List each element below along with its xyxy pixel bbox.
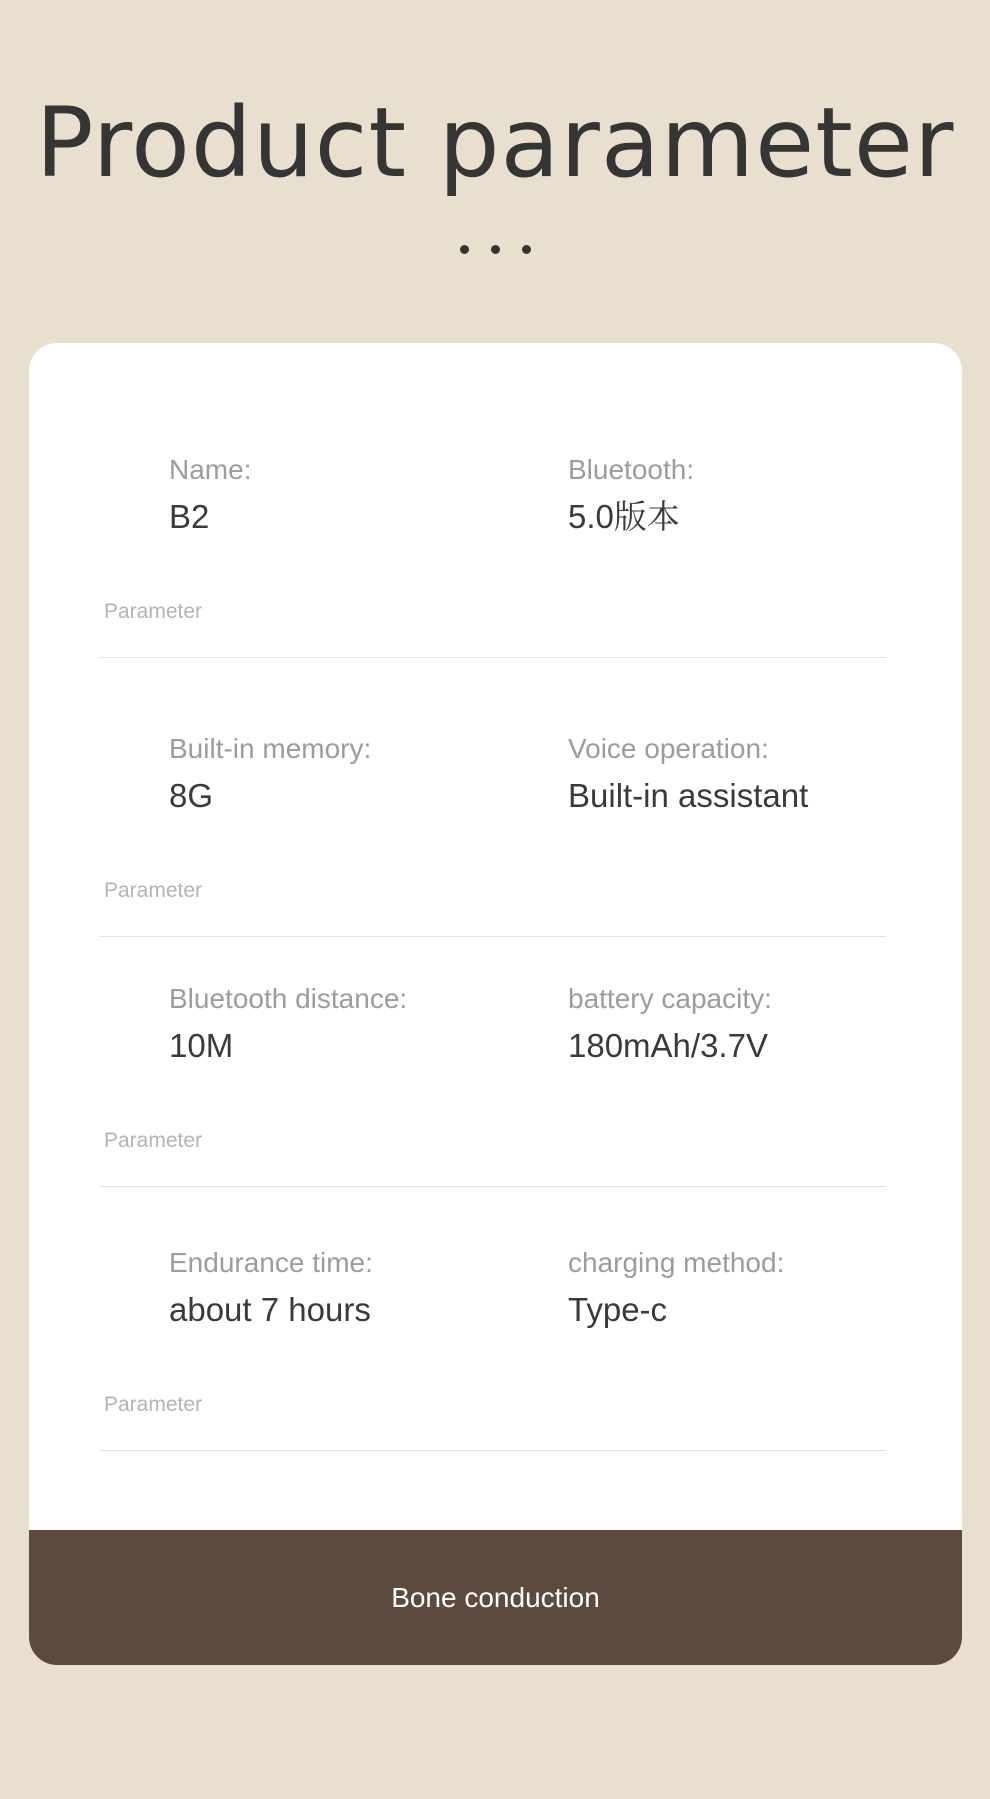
param-label: battery capacity: (568, 983, 772, 1014)
param-value: about 7 hours (169, 1291, 371, 1328)
param-label: Built-in memory: (169, 733, 372, 764)
dot-icon (522, 245, 531, 254)
parameter-card (29, 343, 962, 1665)
param-bluetooth-distance (169, 982, 407, 1066)
param-value: 8G (169, 777, 214, 814)
row-tag: Parameter (104, 600, 203, 623)
row-tag: Parameter (104, 879, 203, 902)
param-label: charging method: (568, 1247, 785, 1278)
param-voice-operation (568, 732, 808, 816)
row-tag: Parameter (104, 1393, 203, 1416)
param-label: Bluetooth distance: (169, 983, 408, 1014)
dot-icon (460, 245, 469, 254)
row-divider (99, 657, 886, 658)
footer-label: Bone conduction (391, 1581, 600, 1613)
param-charging-method (568, 1246, 784, 1330)
row-divider (99, 1450, 886, 1451)
param-bluetooth (568, 453, 694, 537)
param-value: B2 (169, 498, 210, 535)
row-divider (99, 1186, 886, 1187)
param-memory (169, 732, 371, 816)
param-endurance-time (169, 1246, 373, 1330)
param-battery-capacity (568, 982, 772, 1066)
param-label: Name: (169, 454, 252, 485)
param-value: Type-c (568, 1291, 668, 1328)
param-value: 5.0版本 (568, 498, 680, 535)
param-label: Voice operation: (568, 733, 769, 764)
decorative-dots (0, 245, 990, 254)
dot-icon (491, 245, 500, 254)
row-tag: Parameter (104, 1129, 203, 1152)
param-label: Bluetooth: (568, 454, 695, 485)
row-divider (99, 936, 886, 937)
param-label: Endurance time: (169, 1247, 373, 1278)
param-name (169, 453, 251, 537)
page-title: Product parameter (35, 87, 955, 199)
footer-banner (29, 1530, 962, 1665)
param-value: 180mAh/3.7V (568, 1027, 768, 1064)
param-value: Built-in assistant (568, 777, 809, 814)
param-value: 10M (169, 1027, 234, 1064)
